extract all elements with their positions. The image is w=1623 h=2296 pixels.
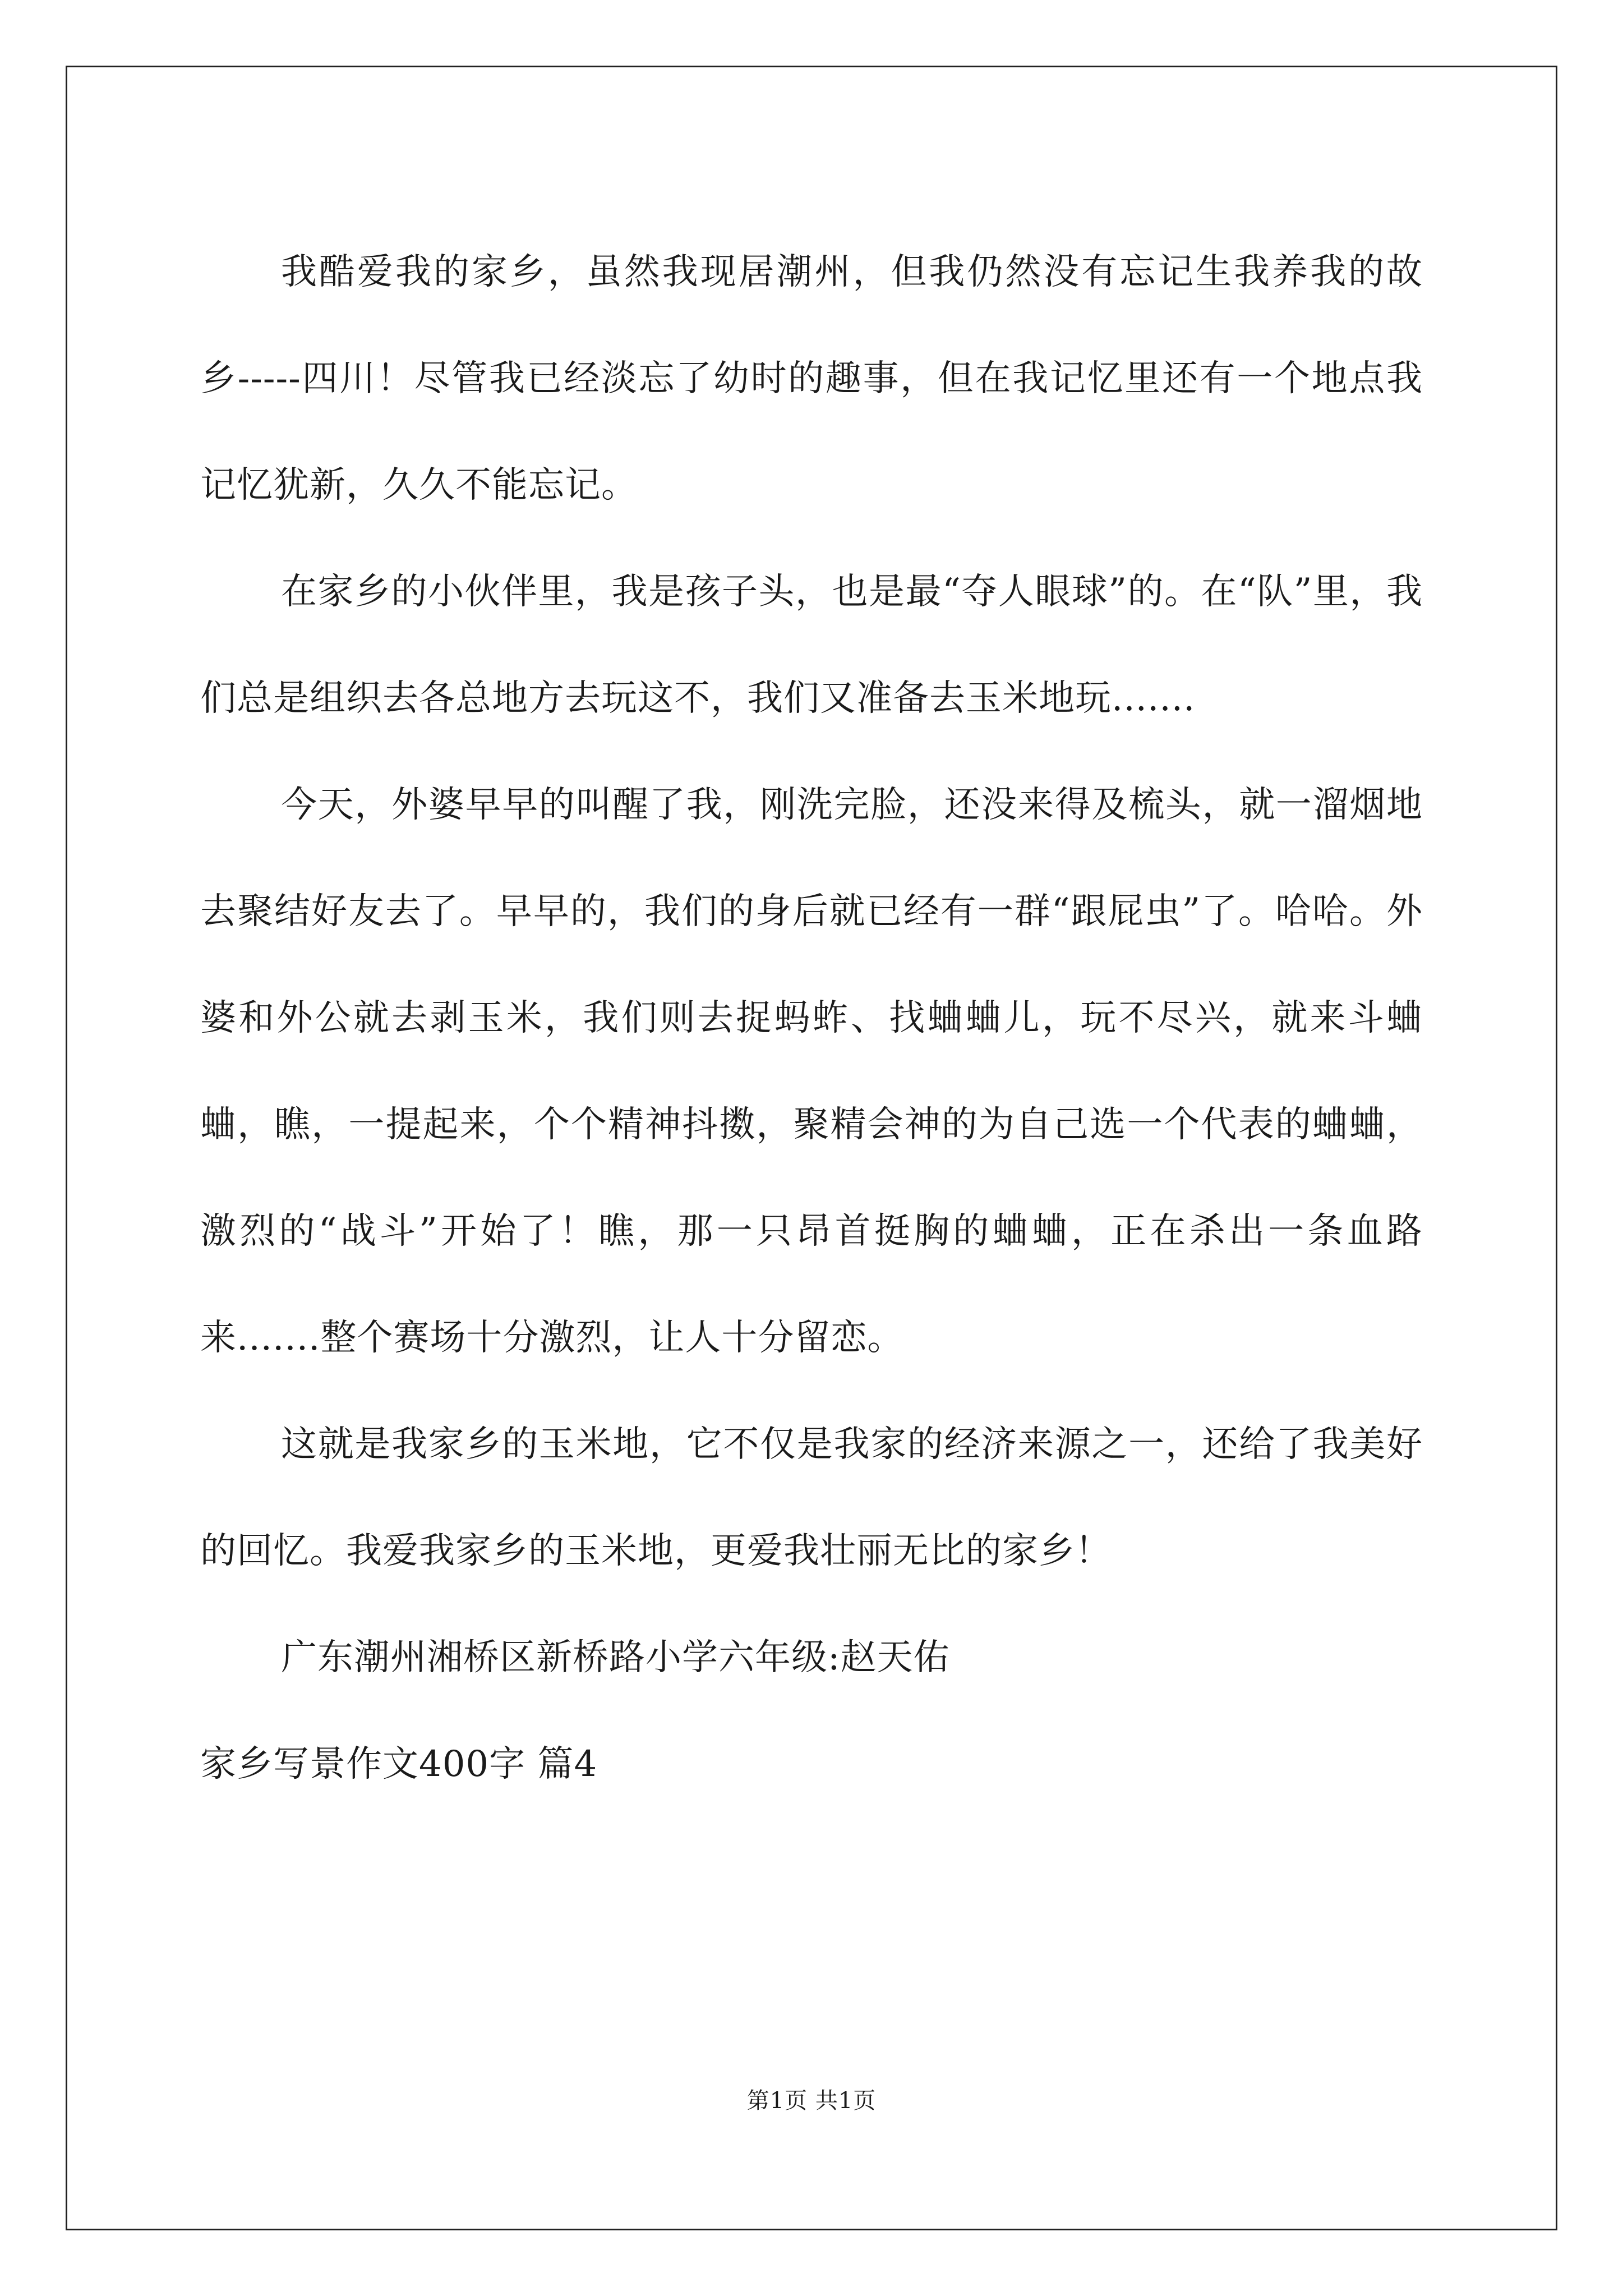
page-footer: 第1页 共1页 xyxy=(746,2088,877,2114)
paragraph-1: 我酷爱我的家乡，虽然我现居潮州，但我仍然没有忘记生我养我的故乡-----四川！尽管我已经淡忘了幼时的趣事，但在我记忆里还有一个地点我记忆犹新，久久不能忘记。 xyxy=(200,251,1423,506)
document-body xyxy=(200,219,1423,1818)
paragraph-2: 在家乡的小伙伴里，我是孩子头，也是最“夺人眼球”的。在“队”里，我们总是组织去各总地方去玩这不，我们又准备去玉米地玩....... xyxy=(200,571,1423,719)
author-line: 广东潮州湘桥区新桥路小学六年级:赵天佑 xyxy=(281,1637,950,1678)
paragraph-3: 今天，外婆早早的叫醒了我，刚洗完脸，还没来得及梳头，就一溜烟地去聚结好友去了。早早的，我们的身后就已经有一群“跟屁虫”了。哈哈。外婆和外公就去剥玉米，我们则去捉蚂蚱、找蛐蛐儿，玩不尽兴，就来斗蛐蛐，瞧，一提起来，个个精神抖擞，聚精会神的为自己选一个代表的蛐蛐，激烈的“战斗”开始了！瞧，那一只昂首挺胸的蛐蛐，正在杀出一条血路来.......整个赛场十分激烈，让人十分留恋。 xyxy=(200,784,1423,1359)
paragraph-4: 这就是我家乡的玉米地，它不仅是我家的经济来源之一，还给了我美好的回忆。我爱我家乡的玉米地，更爱我壮丽无比的家乡！ xyxy=(200,1424,1423,1572)
section-heading: 家乡写景作文400字 篇4 xyxy=(200,1743,598,1785)
